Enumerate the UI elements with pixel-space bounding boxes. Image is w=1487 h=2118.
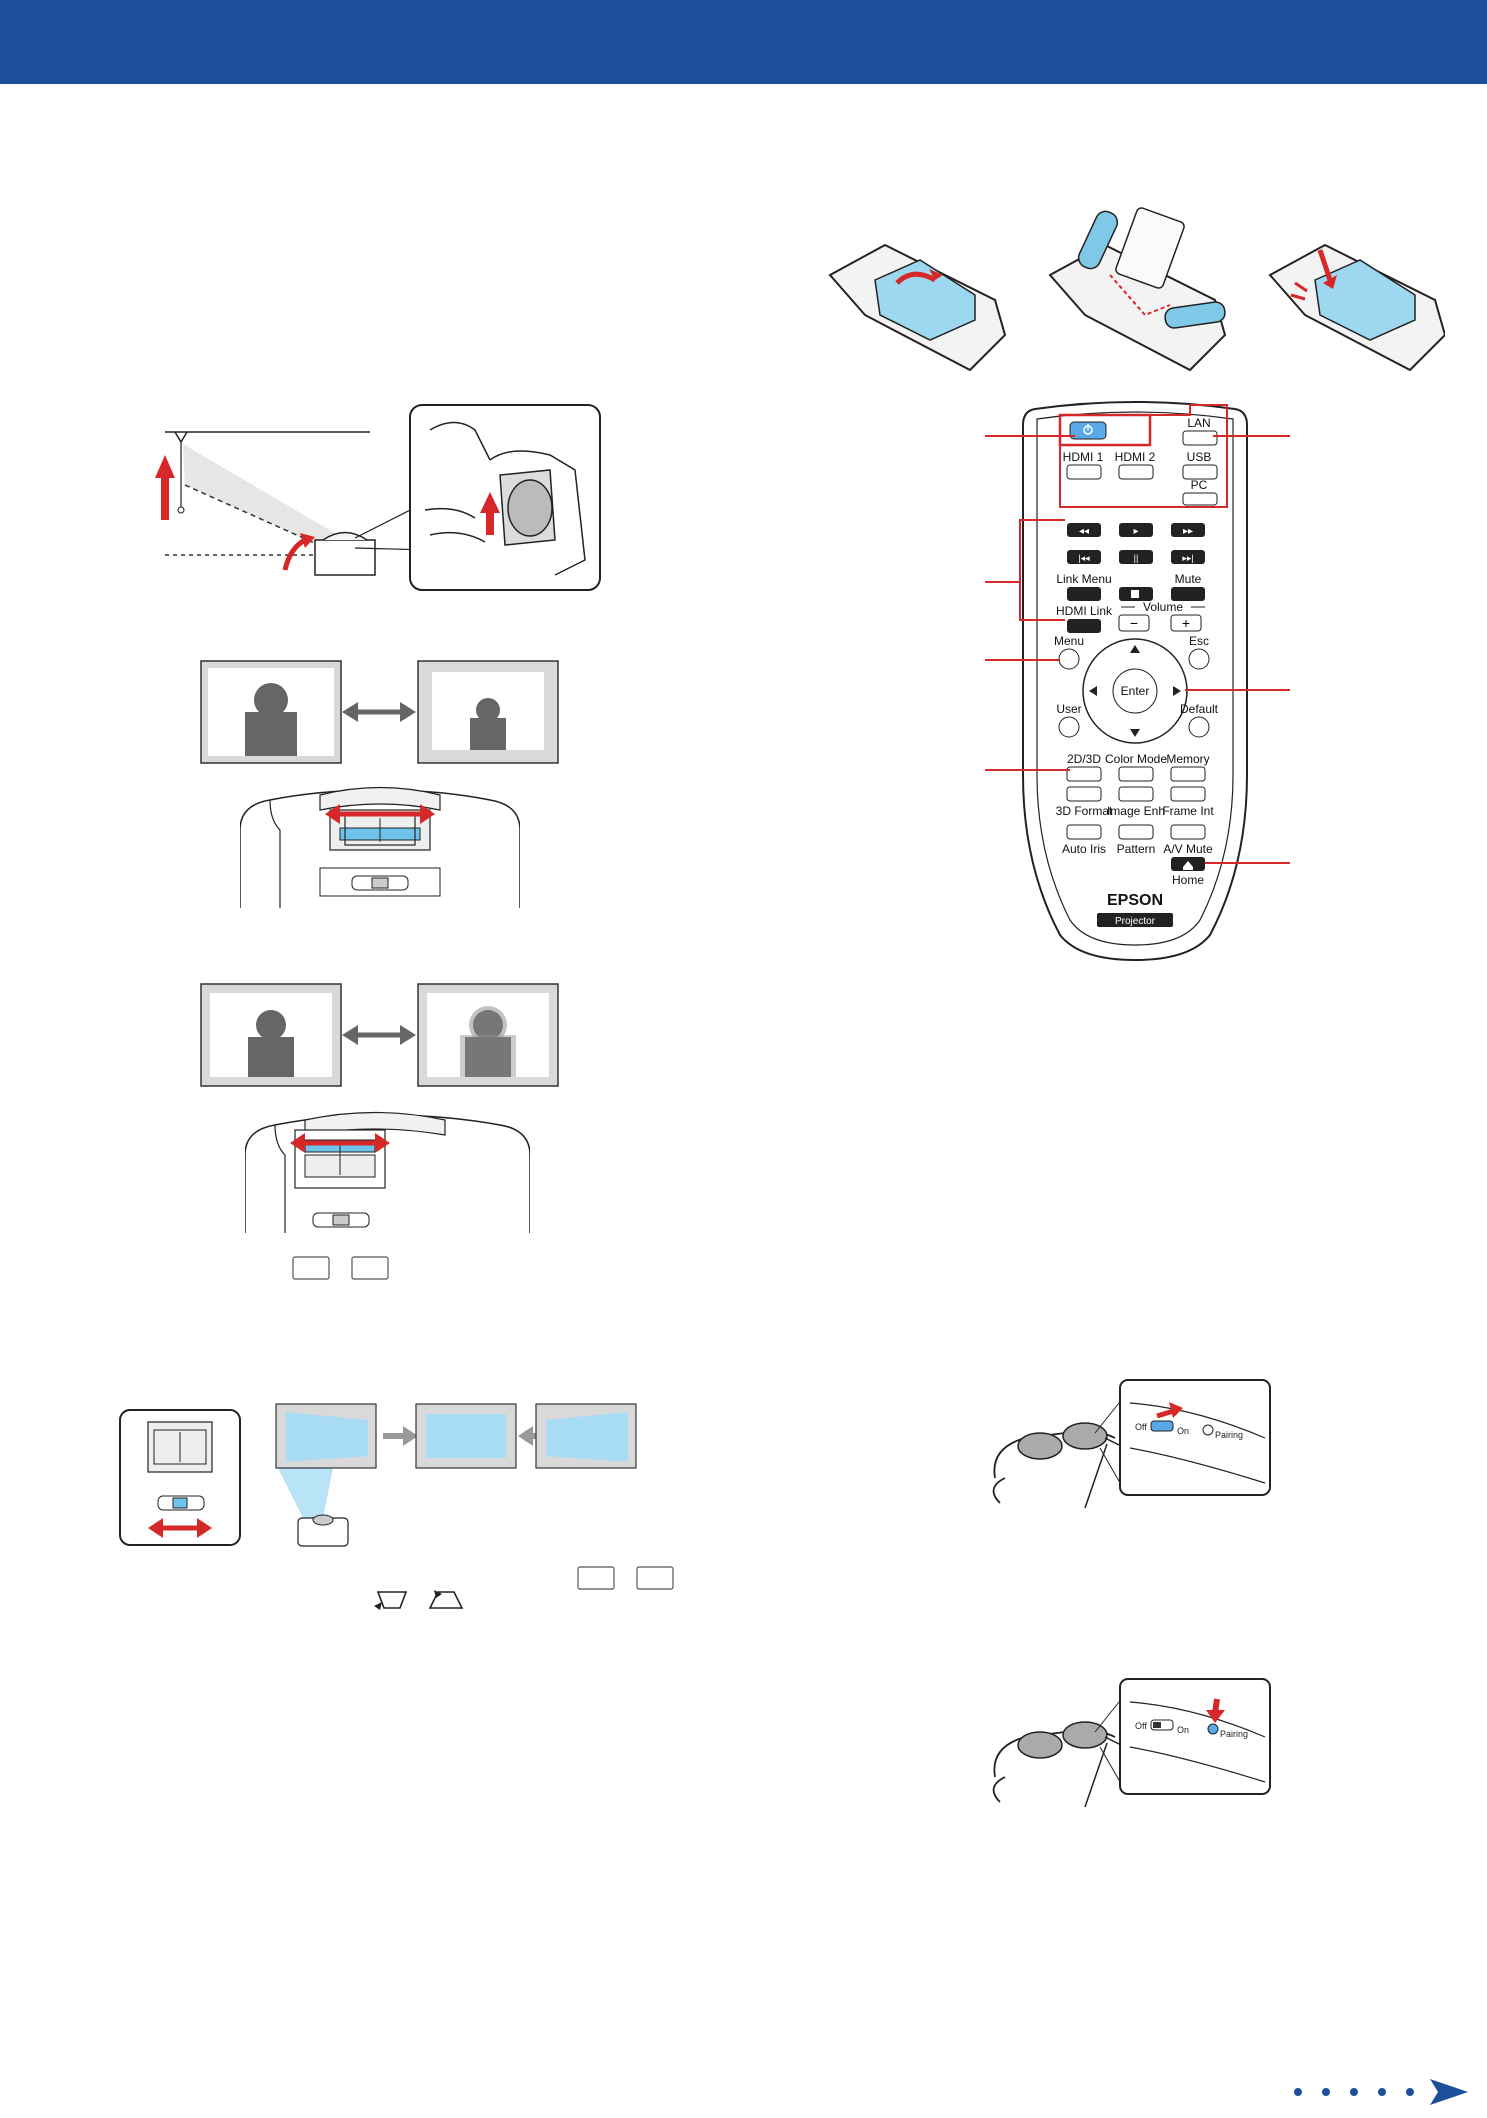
color-mode-label: Color Mode (1104, 752, 1168, 766)
next-page-indicator[interactable] (1290, 2075, 1470, 2109)
3d-glasses-power-figure (985, 1378, 1275, 1518)
header-bar (0, 0, 1487, 84)
remote-callout-lines (985, 420, 1290, 880)
switch-on-label-2: On (1177, 1725, 1190, 1735)
home-label: Home (1171, 873, 1205, 887)
user-label: User (1056, 702, 1082, 716)
volume-plus-label: + (1181, 615, 1191, 631)
auto-iris-label: Auto Iris (1061, 842, 1107, 856)
switch-off-label-2: Off (1135, 1721, 1147, 1731)
3d-glasses-pairing-figure (985, 1677, 1275, 1817)
focus-comparison-figure (200, 983, 560, 1088)
inline-button-icons (292, 1255, 392, 1281)
av-mute-label: A/V Mute (1163, 842, 1213, 856)
pairing-button[interactable] (1203, 1425, 1213, 1435)
memory-label: Memory (1166, 752, 1210, 766)
esc-label: Esc (1188, 634, 1210, 648)
pairing-button-2[interactable] (1208, 1724, 1218, 1734)
menu-label: Menu (1053, 634, 1085, 648)
power-switch[interactable] (1151, 1421, 1173, 1431)
svg-text:▸▸: ▸▸ (1182, 526, 1194, 537)
hdmi1-label: HDMI 1 (1062, 450, 1104, 464)
product-label: Projector (1114, 916, 1156, 927)
svg-text:|◂◂: |◂◂ (1078, 553, 1090, 563)
battery-step-insert-batteries (1050, 207, 1226, 370)
keystone-up-icon (430, 1590, 462, 1608)
2d3d-label: 2D/3D (1066, 752, 1102, 766)
hdmi-link-label: HDMI Link (1055, 604, 1113, 618)
switch-off-label: Off (1135, 1422, 1147, 1432)
svg-text:◂◂: ◂◂ (1078, 526, 1090, 537)
link-menu-label: Link Menu (1056, 572, 1112, 586)
keystone-icons (372, 1588, 467, 1612)
svg-text:▸: ▸ (1133, 526, 1139, 537)
hdmi2-label: HDMI 2 (1114, 450, 1156, 464)
3d-format-label: 3D Format (1055, 804, 1113, 818)
lan-label: LAN (1187, 416, 1211, 430)
enter-label: Enter (1120, 684, 1150, 698)
battery-step-close-cover (1270, 245, 1445, 370)
pairing-label: Pairing (1215, 1430, 1244, 1440)
default-label: Default (1179, 702, 1219, 716)
image-enh-label: Image Enh (1106, 804, 1166, 818)
switch-on-label: On (1177, 1426, 1190, 1436)
zoom-size-comparison-figure (200, 660, 560, 765)
lens-shift-keystone-figure (118, 1400, 638, 1550)
zoom-ring-figure (240, 780, 520, 910)
volume-label: Volume (1142, 600, 1184, 614)
inline-button-icons-2 (577, 1565, 677, 1591)
svg-text:▸▸|: ▸▸| (1182, 553, 1194, 563)
pattern-label: Pattern (1116, 842, 1156, 856)
next-arrow-icon[interactable] (1430, 2079, 1468, 2105)
volume-minus-label: − (1129, 615, 1139, 631)
front-foot-adjust-figure (155, 400, 605, 595)
usb-label: USB (1186, 450, 1212, 464)
pairing-label-2: Pairing (1220, 1729, 1249, 1739)
keystone-down-icon (374, 1592, 406, 1610)
brand-logo-text: EPSON (1106, 892, 1164, 909)
focus-ring-figure (245, 1105, 530, 1235)
frame-int-label: Frame Int (1162, 804, 1214, 818)
battery-install-steps-figure (825, 205, 1445, 380)
battery-step-open-cover (830, 245, 1005, 370)
pc-label: PC (1190, 478, 1208, 492)
mute-label: Mute (1174, 572, 1202, 586)
svg-text:||: || (1133, 553, 1139, 563)
